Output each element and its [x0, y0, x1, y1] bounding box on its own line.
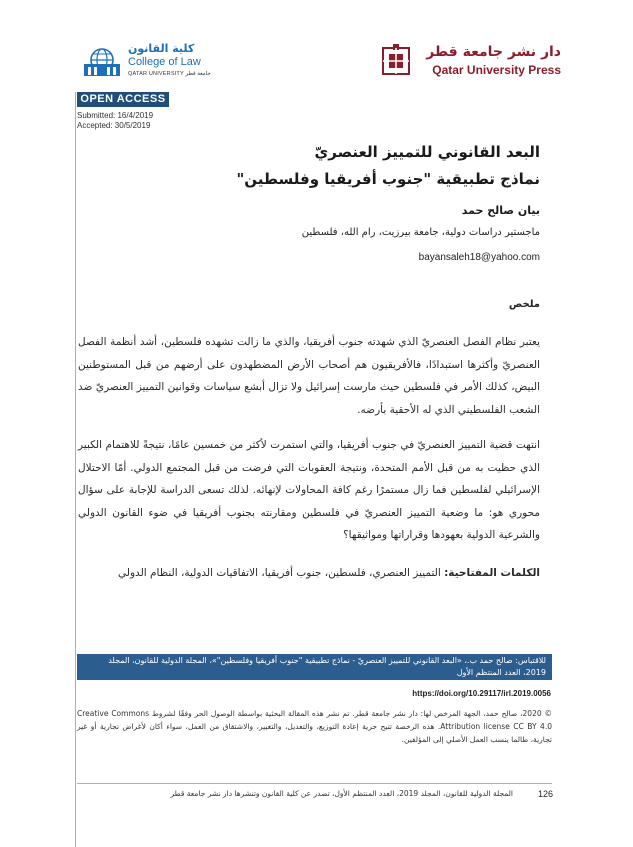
left-divider — [75, 92, 76, 847]
college-name-ar: كلية القانون — [128, 42, 195, 55]
globe-icon — [82, 44, 122, 78]
press-name-en: Qatar University Press — [432, 63, 561, 77]
accepted-date: Accepted: 30/5/2019 — [77, 121, 151, 130]
qu-press-logo — [381, 42, 561, 82]
keywords-list: التمييز العنصري، فلسطين، جنوب أفريقيا، الاتفاقيات الدولية، النظام الدولي — [118, 567, 441, 579]
license-text: © 2020، صالح حمد، الجهة المرخص لها: دار نشر جامعة قطر. تم نشر هذه المقالة البحثية بواسطة الوصول الحر وفقًا لشروط Creative Commons Attribution license CC BY 4.0. هذه الرخصة تتيح حرية إعادة التوزيع، والتعديل، والتغيير، والاشتقاق من العمل، سواء أكان لأغراض تجارية أو غير تجارية، طالما ينسب العمل الأصلي إلى المؤلفين. — [77, 709, 553, 744]
article-title: البعد القانوني للتمييز العنصريّ — [314, 143, 540, 161]
footer-divider — [77, 783, 552, 784]
abstract-heading: ملخص — [508, 299, 540, 310]
article-subtitle: نماذج تطبيقية "جنوب أفريقيا وفلسطين" — [236, 170, 540, 188]
abstract-paragraph-2: انتهت قضية التمييز العنصريّ في جنوب أفريقيا، والتي استمرت لأكثر من خمسين عامًا، نتيجةً للاهتمام الكبير الذي حظيت به من قبل الأمم المتحدة، ونتيجة العقوبات التي فرضت من قبل المجتمع الدولي. أمّا الاحتلال الإسرائيلي لفلسطين فما زال مستمرًا رغم كافة المحاولات لإنهائه. لذلك تسعى الدراسة للإجابة على سؤال محوري هو: ما وضعية التمييز العنصريّ في فلسطين ومقارنته بجنوب أفريقيا في ضوء القانون الدولي والشرعية الدولية بعهودها وقراراتها ومواثيقها؟ — [78, 439, 540, 541]
submission-dates — [77, 111, 153, 131]
keywords-label: الكلمات المفتاحية: — [444, 567, 540, 579]
page-number: 126 — [538, 789, 554, 799]
author-name: بيان صالح حمد — [461, 204, 540, 217]
footer-journal: المجلة الدولية للقانون، المجلد 2019، العدد المنتظم الأول، تصدر عن كلية القانون وتنشرها دار نشر جامعة قطر — [170, 789, 513, 798]
author-affiliation: ماجستير دراسات دولية، جامعة بيرزيت، رام الله، فلسطين — [301, 227, 540, 238]
submitted-date: Submitted: 16/4/2019 — [77, 111, 154, 120]
doi-link[interactable]: https://doi.org/10.29117/irl.2019.0056 — [412, 689, 551, 698]
author-email[interactable]: bayansaleh18@yahoo.com — [418, 252, 540, 263]
open-access-badge: OPEN ACCESS — [77, 92, 169, 107]
building-icon — [381, 42, 411, 76]
citation-box: للاقتباس: صالح حمد ب.، «البعد القانوني للتمييز العنصريّ - نماذج تطبيقية "جنوب أفريقيا وفلسطين"»، المجلة الدولية للقانون، المجلد 2019، العدد المنتظم الأول — [77, 654, 552, 680]
abstract-paragraph-1: يعتبر نظام الفصل العنصريّ الذي شهدته جنوب أفريقيا، والذي ما زالت تشهده فلسطين، أشد أنظمة الفصل العنصريّ وأكثرها استبدادًا، فالأفريقيون هم أصحاب الأرض المضطهدون على أرضهم من قبل المستوطنين البيض، كذلك الأمر في فلسطين حيث مارست إسرائيل ولا تزال أبشع سياسات وقوانين التمييز العنصريّ ضد الشعب الفلسطيني الذي له الأحقية بأرضه. — [78, 336, 540, 416]
college-name-en: College of Law — [128, 56, 201, 68]
college-of-law-logo — [82, 42, 242, 82]
press-name-ar: دار نشر جامعة قطر — [426, 44, 561, 60]
college-university: QATAR UNIVERSITY جامعة قطر — [128, 71, 211, 77]
keywords — [78, 567, 540, 579]
